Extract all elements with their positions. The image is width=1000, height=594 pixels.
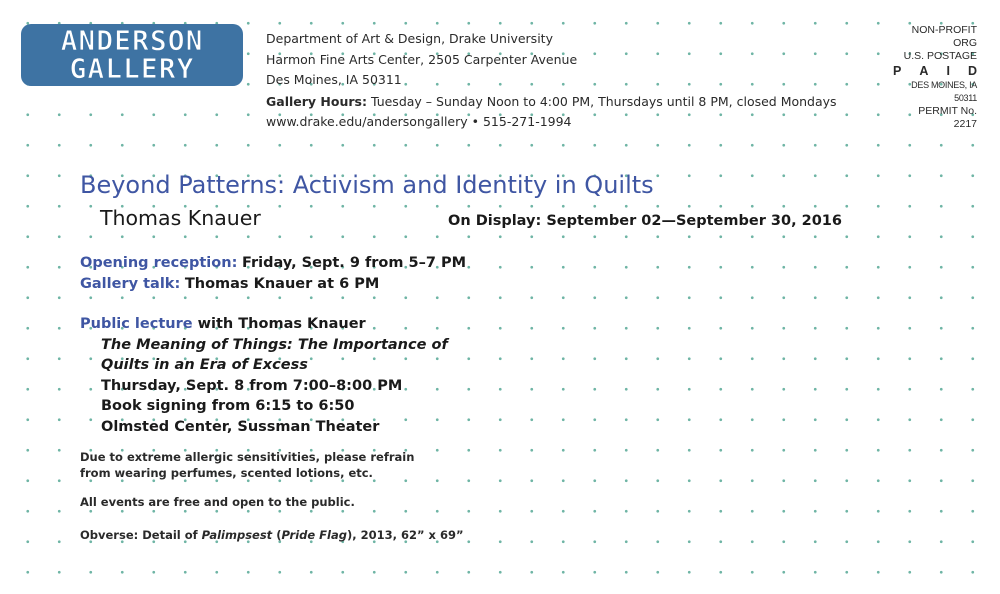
lecture-venue: Olmsted Center, Sussman Theater — [101, 418, 380, 435]
obverse-suffix: 2013, 62” x 69” — [360, 528, 464, 542]
opening-reception-label: Opening reception: — [80, 255, 238, 271]
postage-permit: PERMIT No. 2217 — [918, 105, 977, 130]
lecture-title-line-2: Quilts in an Era of Excess — [101, 357, 308, 373]
gallery-hours — [266, 92, 837, 113]
opening-reception — [80, 253, 466, 274]
postage-city: DES MOINES, IA 50311 — [911, 80, 977, 103]
lecture-title-line-1: The Meaning of Things: The Importance of — [101, 336, 448, 353]
obverse-paren-title: Pride Flag — [281, 528, 347, 542]
public-lecture-heading — [80, 314, 448, 335]
allergy-notice — [80, 449, 414, 481]
postage-nonprofit: NON-PROFIT ORG — [911, 24, 977, 49]
opening-reception-value: Friday, Sept. 9 from 5–7 PM — [241, 255, 467, 271]
address-department: Department of Art & Design, Drake University — [266, 31, 553, 46]
gallery-talk-value: Thomas Knauer at 6 PM — [184, 276, 380, 292]
paid-letter: D — [967, 64, 977, 78]
logo-line-anderson: ANDERSON — [60, 24, 204, 57]
allergy-notice-line-2: from wearing perfumes, scented lotions, etc. — [80, 466, 373, 480]
paid-letter: P — [893, 64, 902, 78]
address-city: Des Moines, IA 50311 — [266, 72, 402, 87]
postage-paid — [893, 63, 977, 79]
exhibit-title: Beyond Patterns: Activism and Identity in Quilts — [80, 171, 654, 199]
postage-us: U.S. POSTAGE — [903, 50, 977, 62]
gallery-talk — [80, 274, 466, 295]
book-signing — [80, 396, 448, 417]
logo-line-gallery: GALLERY — [69, 52, 195, 85]
paid-letter: I — [946, 64, 950, 78]
website-phone: www.drake.edu/andersongallery • 515-271-1994 — [266, 114, 572, 129]
obverse-prefix: Obverse: Detail of — [80, 528, 198, 542]
free-events-notice: All events are free and open to the public. — [80, 495, 355, 509]
display-dates: On Display: September 02—September 30, 2016 — [448, 213, 842, 229]
gallery-address-block — [266, 29, 837, 133]
gallery-talk-label: Gallery talk: — [80, 276, 181, 292]
public-lecture-with: with Thomas Knauer — [197, 316, 366, 332]
lecture-date: Thursday, Sept. 8 from 7:00–8:00 PM — [101, 377, 403, 394]
gallery-hours-value: Tuesday – Sunday Noon to 4:00 PM, Thursdays until 8 PM, closed Mondays — [370, 93, 837, 109]
anderson-gallery-logo — [21, 24, 243, 86]
address-street: Harmon Fine Arts Center, 2505 Carpenter Avenue — [266, 51, 578, 67]
obverse-title: Palimpsest — [201, 528, 273, 542]
allergy-notice-line-1: Due to extreme allergic sensitivities, please refrain — [80, 450, 415, 464]
events-block — [80, 253, 466, 295]
obverse-credit: Obverse: Detail of Palimpsest (Pride Flag), 2013, 62” x 69” — [80, 528, 464, 542]
book-signing-label: Book signing — [101, 398, 207, 414]
public-lecture-block — [80, 314, 448, 437]
book-signing-value: from 6:15 to 6:50 — [211, 398, 355, 414]
paid-letter: A — [919, 64, 929, 78]
public-lecture-label: Public lecture — [80, 316, 193, 332]
postage-indicia — [893, 24, 977, 131]
gallery-hours-label: Gallery Hours: — [266, 93, 367, 109]
artist-name: Thomas Knauer — [100, 206, 261, 230]
